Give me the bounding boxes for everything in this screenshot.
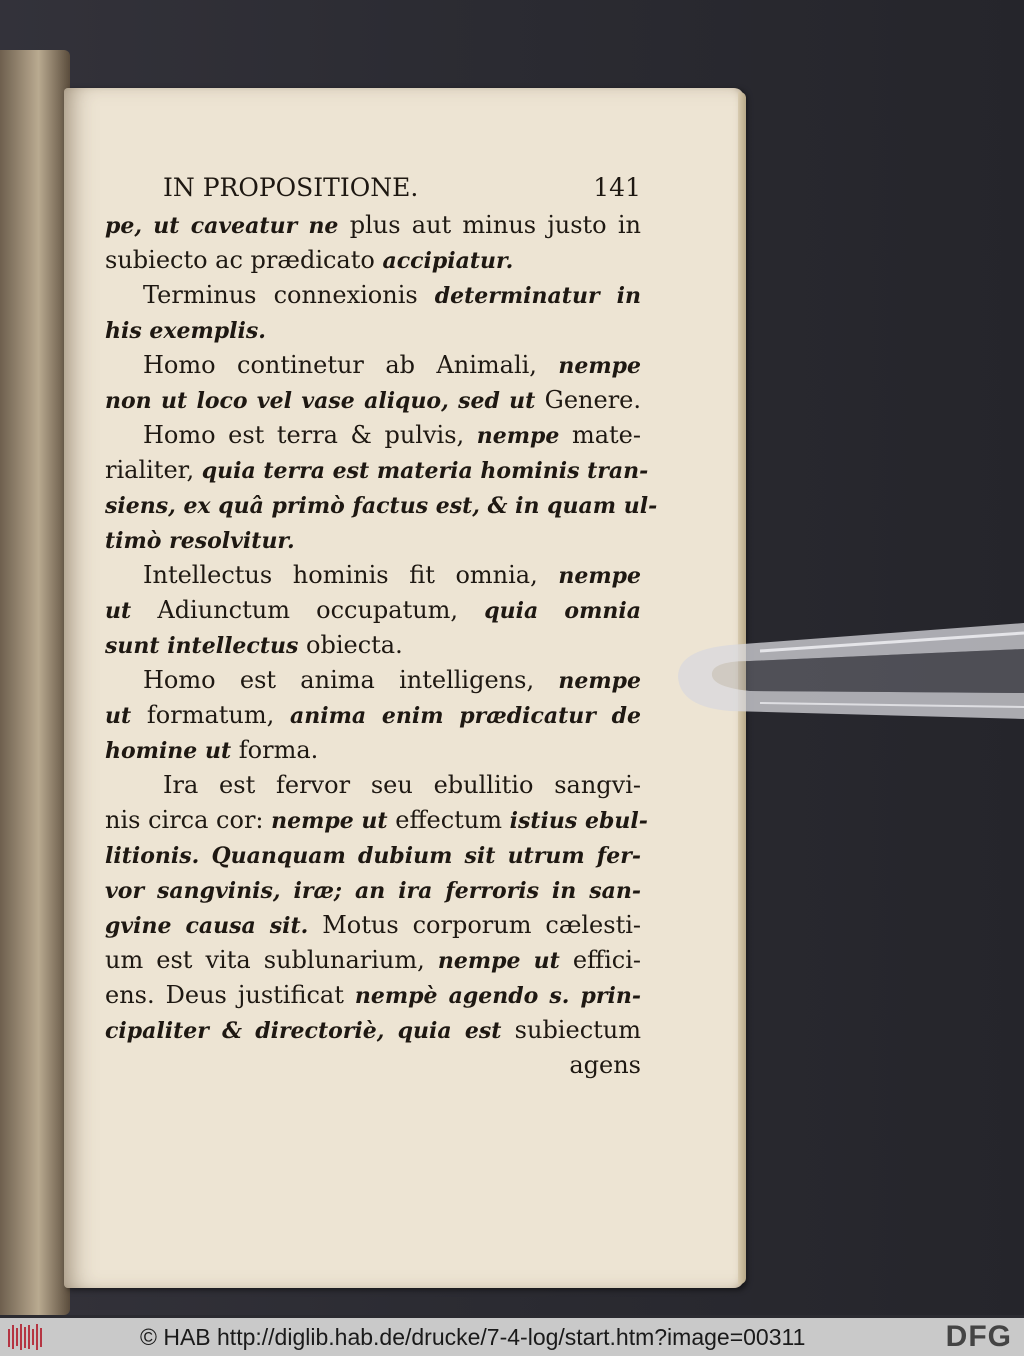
roman-text: Motus corporum cælesti- xyxy=(322,911,642,939)
roman-text: subiecto ac prædicato xyxy=(105,246,383,274)
text-line xyxy=(105,803,648,838)
text-body xyxy=(105,208,658,1083)
italic-text: his exemplis. xyxy=(105,318,266,344)
text-line xyxy=(105,733,641,768)
roman-text: agens xyxy=(569,1051,641,1079)
roman-text: rialiter, xyxy=(105,456,202,484)
text-line xyxy=(105,523,641,558)
roman-text: ens. Deus justificat xyxy=(105,981,355,1009)
roman-text: nis circa cor: xyxy=(105,806,272,834)
italic-text: nempè agendo s. prin- xyxy=(354,983,641,1009)
roman-text: Homo continetur ab Animali, xyxy=(143,351,559,379)
roman-text: obiecta. xyxy=(306,631,403,659)
italic-text: sunt intellectus xyxy=(105,633,307,659)
italic-text: nempe xyxy=(558,563,641,589)
roman-text: forma. xyxy=(238,736,319,764)
italic-text: nempe ut xyxy=(437,948,573,974)
text-line xyxy=(105,313,641,348)
dfg-logo: DFG xyxy=(945,1320,1012,1353)
text-line xyxy=(105,488,658,523)
hab-logo-icon xyxy=(6,1323,46,1351)
italic-text: accipiatur. xyxy=(382,248,514,274)
text-line xyxy=(105,768,641,803)
roman-text: Homo est anima intelligens, xyxy=(143,666,559,694)
text-line xyxy=(105,873,641,908)
italic-text: nempe xyxy=(558,353,641,379)
text-line xyxy=(105,908,641,943)
italic-text: pe, ut caveatur ne xyxy=(105,213,350,239)
italic-text: ut xyxy=(105,703,147,729)
italic-text: ut xyxy=(105,598,158,624)
italic-text: quia omnia xyxy=(484,598,641,624)
italic-text: homine ut xyxy=(105,738,239,764)
text-line xyxy=(105,698,641,733)
roman-text: Terminus connexionis xyxy=(143,281,435,309)
text-line xyxy=(105,383,641,418)
text-line xyxy=(105,628,641,663)
italic-text: timò resolvitur. xyxy=(105,528,295,554)
text-line xyxy=(105,558,641,593)
roman-text: effici- xyxy=(572,946,641,974)
text-line xyxy=(105,663,641,698)
roman-text: effectum xyxy=(395,806,510,834)
plastic-page-clip xyxy=(670,615,1024,725)
page-text xyxy=(105,168,658,1083)
copyright-link[interactable]: © HAB http://diglib.hab.de/drucke/7-4-log/start.htm?image=00311 xyxy=(140,1324,806,1350)
italic-text: istius ebul- xyxy=(509,808,648,834)
text-line xyxy=(105,978,641,1013)
page-number: 141 xyxy=(593,173,641,202)
italic-text: nempe xyxy=(558,668,641,694)
text-line xyxy=(105,453,649,488)
roman-text: Ira est fervor seu ebullitio sangvi- xyxy=(163,771,641,799)
italic-text: nempe ut xyxy=(271,808,396,834)
italic-text: vor sangvinis, iræ; an ira ferroris in san- xyxy=(105,878,641,904)
roman-text: um est vita sublunarium, xyxy=(105,946,438,974)
roman-text: mate- xyxy=(571,421,641,449)
text-line xyxy=(105,1048,641,1083)
italic-text: anima enim prædicatur de xyxy=(289,703,641,729)
facing-page-edge xyxy=(0,50,70,1315)
roman-text: subiectum xyxy=(514,1016,641,1044)
text-line xyxy=(105,838,641,873)
text-line xyxy=(105,418,641,453)
text-line xyxy=(105,943,641,978)
italic-text: litionis. Quanquam dubium sit utrum fer- xyxy=(105,843,641,869)
text-line xyxy=(105,208,641,243)
text-line xyxy=(105,348,641,383)
text-line xyxy=(105,278,641,313)
running-header xyxy=(105,168,641,208)
text-line xyxy=(105,243,641,278)
roman-text: formatum, xyxy=(146,701,290,729)
text-line xyxy=(105,1013,641,1048)
italic-text: cipaliter & directoriè, quia est xyxy=(105,1018,515,1044)
footer-bar xyxy=(0,1318,1024,1356)
running-head-title: IN PROPOSITIONE. xyxy=(163,173,419,202)
italic-text: nempe xyxy=(476,423,572,449)
italic-text: siens, ex quâ primò factus est, & in quam ul- xyxy=(105,493,658,519)
roman-text: Genere. xyxy=(544,386,641,414)
roman-text: plus aut minus justo in xyxy=(349,211,642,239)
roman-text: Adiunctum occupatum, xyxy=(157,596,485,624)
italic-text: gvine causa sit. xyxy=(105,913,323,939)
roman-text: Intellectus hominis fit omnia, xyxy=(143,561,559,589)
italic-text: determinatur in xyxy=(434,283,641,309)
text-line xyxy=(105,593,641,628)
roman-text: Homo est terra & pulvis, xyxy=(143,421,477,449)
italic-text: quia terra est materia hominis tran- xyxy=(201,458,649,484)
italic-text: non ut loco vel vase aliquo, sed ut xyxy=(105,388,545,414)
